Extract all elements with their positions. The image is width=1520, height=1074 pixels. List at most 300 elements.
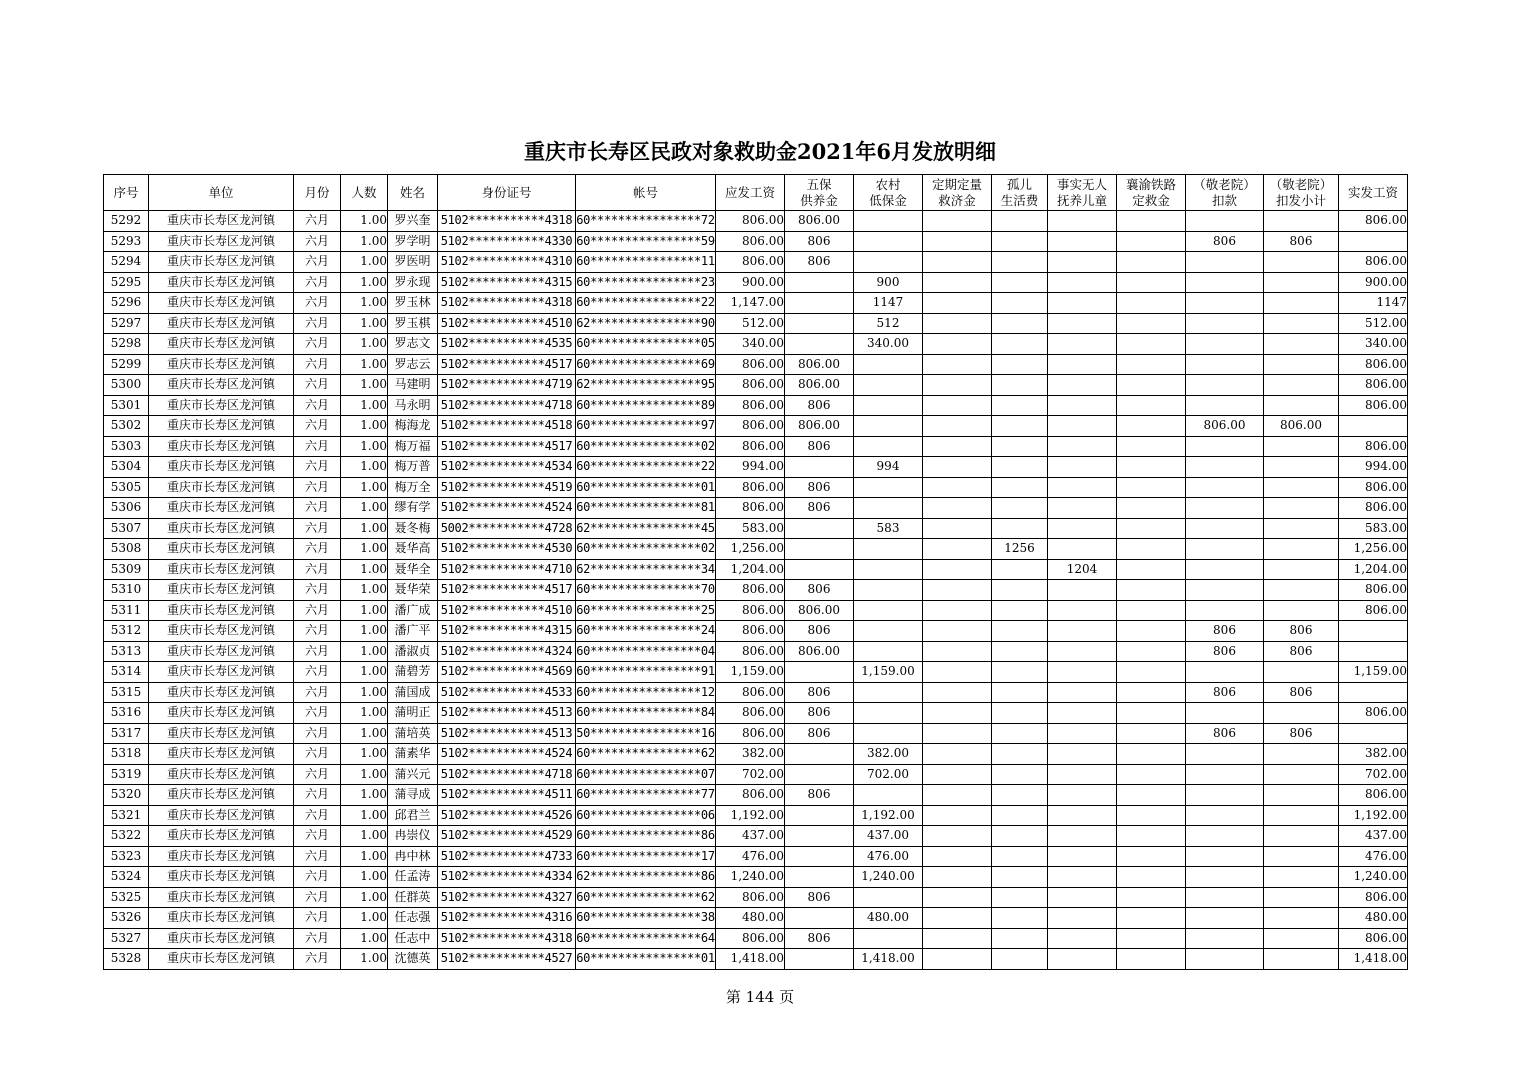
month-cell: 六月 <box>294 867 341 888</box>
orphan-cell <box>992 805 1048 826</box>
count-cell: 1.00 <box>341 477 388 498</box>
fixed-relief-cell <box>923 539 992 560</box>
dibao-cell <box>854 682 923 703</box>
nursing-home-deduction-cell <box>1186 518 1264 539</box>
net-pay-cell: 476.00 <box>1339 846 1408 867</box>
name-cell: 罗兴奎 <box>388 211 438 232</box>
railway-relief-cell <box>1117 354 1186 375</box>
fixed-relief-cell <box>923 908 992 929</box>
column-header <box>1339 175 1408 211</box>
fixed-relief-cell <box>923 477 992 498</box>
nursing-home-deduction-cell <box>1186 703 1264 724</box>
wubao-cell: 806 <box>785 436 854 457</box>
month-cell: 六月 <box>294 785 341 806</box>
page-number: 第 144 页 <box>725 988 795 1006</box>
railway-relief-cell <box>1117 662 1186 683</box>
orphan-cell <box>992 416 1048 437</box>
name-cell: 冉中林 <box>388 846 438 867</box>
wubao-cell <box>785 559 854 580</box>
unsupported-child-cell <box>1048 682 1117 703</box>
unit-cell: 重庆市长寿区龙河镇 <box>149 867 294 888</box>
railway-relief-cell <box>1117 867 1186 888</box>
account-cell: 60****************24 <box>576 621 716 642</box>
dibao-cell: 1,418.00 <box>854 949 923 970</box>
unit-cell: 重庆市长寿区龙河镇 <box>149 805 294 826</box>
column-header-line1: （敬老院） <box>1269 176 1333 192</box>
wubao-cell: 806 <box>785 477 854 498</box>
nursing-home-subtotal-cell <box>1264 436 1339 457</box>
month-cell: 六月 <box>294 662 341 683</box>
net-pay-cell: 1,192.00 <box>1339 805 1408 826</box>
id-number-cell: 5102***********4517 <box>438 580 576 601</box>
name-cell: 任群英 <box>388 887 438 908</box>
name-cell: 蒲培英 <box>388 723 438 744</box>
wubao-cell: 806.00 <box>785 211 854 232</box>
wubao-cell <box>785 744 854 765</box>
orphan-cell <box>992 313 1048 334</box>
dibao-cell: 1,192.00 <box>854 805 923 826</box>
column-header-line1: 农村 <box>875 176 901 192</box>
column-header-line1: 姓名 <box>399 184 425 200</box>
fixed-relief-cell <box>923 498 992 519</box>
dibao-cell: 480.00 <box>854 908 923 929</box>
id-number-cell: 5102***********4315 <box>438 621 576 642</box>
serial-cell: 5317 <box>104 723 149 744</box>
fixed-relief-cell <box>923 785 992 806</box>
id-number-cell: 5102***********4526 <box>438 805 576 826</box>
orphan-cell <box>992 785 1048 806</box>
payable-cell: 806.00 <box>716 641 785 662</box>
unit-cell: 重庆市长寿区龙河镇 <box>149 580 294 601</box>
dibao-cell <box>854 723 923 744</box>
account-cell: 60****************62 <box>576 887 716 908</box>
unsupported-child-cell <box>1048 416 1117 437</box>
nursing-home-subtotal-cell <box>1264 662 1339 683</box>
net-pay-cell: 806.00 <box>1339 600 1408 621</box>
wubao-cell: 806 <box>785 580 854 601</box>
column-header-line2: 救济金 <box>938 192 976 208</box>
serial-cell: 5310 <box>104 580 149 601</box>
serial-cell: 5321 <box>104 805 149 826</box>
payable-cell: 806.00 <box>716 682 785 703</box>
wubao-cell: 806 <box>785 621 854 642</box>
count-cell: 1.00 <box>341 621 388 642</box>
dibao-cell <box>854 887 923 908</box>
column-header-line2: 定救金 <box>1132 192 1170 208</box>
table-row <box>104 682 1408 703</box>
column-header <box>1264 175 1339 211</box>
month-cell: 六月 <box>294 334 341 355</box>
name-cell: 沈德英 <box>388 949 438 970</box>
unit-cell: 重庆市长寿区龙河镇 <box>149 908 294 929</box>
net-pay-cell: 1,159.00 <box>1339 662 1408 683</box>
net-pay-cell: 702.00 <box>1339 764 1408 785</box>
column-header-line1: 帐号 <box>632 184 658 200</box>
unsupported-child-cell <box>1048 641 1117 662</box>
nursing-home-deduction-cell <box>1186 313 1264 334</box>
table-row <box>104 518 1408 539</box>
net-pay-cell: 806.00 <box>1339 703 1408 724</box>
count-cell: 1.00 <box>341 805 388 826</box>
table-row <box>104 928 1408 949</box>
nursing-home-subtotal-cell <box>1264 744 1339 765</box>
nursing-home-deduction-cell <box>1186 744 1264 765</box>
payable-cell: 806.00 <box>716 580 785 601</box>
unsupported-child-cell <box>1048 785 1117 806</box>
id-number-cell: 5102***********4710 <box>438 559 576 580</box>
month-cell: 六月 <box>294 826 341 847</box>
month-cell: 六月 <box>294 375 341 396</box>
month-cell: 六月 <box>294 313 341 334</box>
name-cell: 潘广成 <box>388 600 438 621</box>
fixed-relief-cell <box>923 662 992 683</box>
name-cell: 蒲明正 <box>388 703 438 724</box>
net-pay-cell: 340.00 <box>1339 334 1408 355</box>
unit-cell: 重庆市长寿区龙河镇 <box>149 539 294 560</box>
account-cell: 60****************97 <box>576 416 716 437</box>
account-cell: 62****************34 <box>576 559 716 580</box>
dibao-cell: 382.00 <box>854 744 923 765</box>
payable-cell: 806.00 <box>716 416 785 437</box>
net-pay-cell: 806.00 <box>1339 354 1408 375</box>
unsupported-child-cell <box>1048 723 1117 744</box>
fixed-relief-cell <box>923 805 992 826</box>
orphan-cell <box>992 477 1048 498</box>
unsupported-child-cell <box>1048 580 1117 601</box>
column-header <box>438 175 576 211</box>
unsupported-child-cell <box>1048 600 1117 621</box>
serial-cell: 5296 <box>104 293 149 314</box>
nursing-home-subtotal-cell <box>1264 600 1339 621</box>
dibao-cell <box>854 477 923 498</box>
railway-relief-cell <box>1117 498 1186 519</box>
nursing-home-subtotal-cell <box>1264 949 1339 970</box>
id-number-cell: 5102***********4324 <box>438 641 576 662</box>
unsupported-child-cell <box>1048 826 1117 847</box>
railway-relief-cell <box>1117 805 1186 826</box>
fixed-relief-cell <box>923 826 992 847</box>
dibao-cell <box>854 703 923 724</box>
fixed-relief-cell <box>923 723 992 744</box>
table-row <box>104 293 1408 314</box>
count-cell: 1.00 <box>341 723 388 744</box>
name-cell: 蒲国成 <box>388 682 438 703</box>
unit-cell: 重庆市长寿区龙河镇 <box>149 682 294 703</box>
name-cell: 马永明 <box>388 395 438 416</box>
id-number-cell: 5102***********4334 <box>438 867 576 888</box>
account-cell: 60****************91 <box>576 662 716 683</box>
table-row <box>104 539 1408 560</box>
count-cell: 1.00 <box>341 928 388 949</box>
unit-cell: 重庆市长寿区龙河镇 <box>149 641 294 662</box>
fixed-relief-cell <box>923 682 992 703</box>
table-row <box>104 395 1408 416</box>
month-cell: 六月 <box>294 846 341 867</box>
payable-cell: 994.00 <box>716 457 785 478</box>
unsupported-child-cell <box>1048 518 1117 539</box>
nursing-home-deduction-cell <box>1186 457 1264 478</box>
id-number-cell: 5102***********4733 <box>438 846 576 867</box>
name-cell: 罗学明 <box>388 231 438 252</box>
month-cell: 六月 <box>294 764 341 785</box>
nursing-home-deduction-cell <box>1186 252 1264 273</box>
wubao-cell <box>785 334 854 355</box>
id-number-cell: 5102***********4530 <box>438 539 576 560</box>
payable-cell: 806.00 <box>716 375 785 396</box>
wubao-cell: 806 <box>785 395 854 416</box>
payable-cell: 1,240.00 <box>716 867 785 888</box>
railway-relief-cell <box>1117 293 1186 314</box>
net-pay-cell: 583.00 <box>1339 518 1408 539</box>
serial-cell: 5316 <box>104 703 149 724</box>
column-header-line1: 事实无人 <box>1056 176 1107 192</box>
serial-cell: 5309 <box>104 559 149 580</box>
count-cell: 1.00 <box>341 416 388 437</box>
unsupported-child-cell: 1204 <box>1048 559 1117 580</box>
nursing-home-deduction-cell <box>1186 211 1264 232</box>
table-row <box>104 498 1408 519</box>
orphan-cell <box>992 293 1048 314</box>
table-row <box>104 313 1408 334</box>
nursing-home-subtotal-cell <box>1264 785 1339 806</box>
dibao-cell <box>854 375 923 396</box>
unsupported-child-cell <box>1048 354 1117 375</box>
unit-cell: 重庆市长寿区龙河镇 <box>149 928 294 949</box>
orphan-cell <box>992 559 1048 580</box>
count-cell: 1.00 <box>341 867 388 888</box>
nursing-home-subtotal-cell: 806 <box>1264 231 1339 252</box>
orphan-cell <box>992 641 1048 662</box>
nursing-home-subtotal-cell <box>1264 211 1339 232</box>
nursing-home-deduction-cell <box>1186 580 1264 601</box>
nursing-home-deduction-cell: 806 <box>1186 723 1264 744</box>
nursing-home-deduction-cell <box>1186 908 1264 929</box>
dibao-cell <box>854 416 923 437</box>
nursing-home-deduction-cell <box>1186 354 1264 375</box>
dibao-cell <box>854 354 923 375</box>
account-cell: 60****************04 <box>576 641 716 662</box>
unit-cell: 重庆市长寿区龙河镇 <box>149 785 294 806</box>
wubao-cell: 806.00 <box>785 600 854 621</box>
nursing-home-subtotal-cell <box>1264 928 1339 949</box>
orphan-cell <box>992 395 1048 416</box>
wubao-cell: 806 <box>785 682 854 703</box>
table-row <box>104 703 1408 724</box>
nursing-home-deduction-cell: 806 <box>1186 231 1264 252</box>
dibao-cell <box>854 641 923 662</box>
payable-cell: 437.00 <box>716 826 785 847</box>
unit-cell: 重庆市长寿区龙河镇 <box>149 416 294 437</box>
column-header <box>294 175 341 211</box>
month-cell: 六月 <box>294 518 341 539</box>
name-cell: 罗医明 <box>388 252 438 273</box>
id-number-cell: 5102***********4533 <box>438 682 576 703</box>
table-row <box>104 887 1408 908</box>
id-number-cell: 5102***********4513 <box>438 723 576 744</box>
railway-relief-cell <box>1117 272 1186 293</box>
id-number-cell: 5102***********4316 <box>438 908 576 929</box>
count-cell: 1.00 <box>341 887 388 908</box>
name-cell: 缪有学 <box>388 498 438 519</box>
orphan-cell: 1256 <box>992 539 1048 560</box>
serial-cell: 5304 <box>104 457 149 478</box>
serial-cell: 5323 <box>104 846 149 867</box>
column-header <box>1186 175 1264 211</box>
name-cell: 马建明 <box>388 375 438 396</box>
serial-cell: 5298 <box>104 334 149 355</box>
account-cell: 60****************69 <box>576 354 716 375</box>
wubao-cell <box>785 764 854 785</box>
count-cell: 1.00 <box>341 682 388 703</box>
table-row <box>104 908 1408 929</box>
nursing-home-subtotal-cell: 806.00 <box>1264 416 1339 437</box>
name-cell: 聂华荣 <box>388 580 438 601</box>
id-number-cell: 5102***********4318 <box>438 928 576 949</box>
name-cell: 梅万福 <box>388 436 438 457</box>
net-pay-cell: 806.00 <box>1339 477 1408 498</box>
dibao-cell <box>854 231 923 252</box>
count-cell: 1.00 <box>341 703 388 724</box>
name-cell: 罗志云 <box>388 354 438 375</box>
nursing-home-subtotal-cell <box>1264 395 1339 416</box>
nursing-home-subtotal-cell <box>1264 764 1339 785</box>
unsupported-child-cell <box>1048 846 1117 867</box>
month-cell: 六月 <box>294 723 341 744</box>
table-row <box>104 662 1408 683</box>
month-cell: 六月 <box>294 477 341 498</box>
nursing-home-deduction-cell <box>1186 846 1264 867</box>
nursing-home-deduction-cell <box>1186 928 1264 949</box>
count-cell: 1.00 <box>341 272 388 293</box>
column-header <box>923 175 992 211</box>
nursing-home-deduction-cell <box>1186 539 1264 560</box>
count-cell: 1.00 <box>341 826 388 847</box>
payable-cell: 1,159.00 <box>716 662 785 683</box>
dibao-cell: 1,240.00 <box>854 867 923 888</box>
table-row <box>104 641 1408 662</box>
orphan-cell <box>992 457 1048 478</box>
net-pay-cell: 806.00 <box>1339 785 1408 806</box>
fixed-relief-cell <box>923 231 992 252</box>
net-pay-cell: 1,240.00 <box>1339 867 1408 888</box>
payable-cell: 806.00 <box>716 723 785 744</box>
orphan-cell <box>992 928 1048 949</box>
fixed-relief-cell <box>923 621 992 642</box>
net-pay-cell: 1,418.00 <box>1339 949 1408 970</box>
account-cell: 60****************62 <box>576 744 716 765</box>
orphan-cell <box>992 518 1048 539</box>
name-cell: 罗永现 <box>388 272 438 293</box>
wubao-cell <box>785 272 854 293</box>
railway-relief-cell <box>1117 252 1186 273</box>
id-number-cell: 5102***********4327 <box>438 887 576 908</box>
nursing-home-subtotal-cell <box>1264 580 1339 601</box>
unit-cell: 重庆市长寿区龙河镇 <box>149 662 294 683</box>
nursing-home-subtotal-cell <box>1264 334 1339 355</box>
table-body <box>104 211 1408 970</box>
month-cell: 六月 <box>294 436 341 457</box>
serial-cell: 5299 <box>104 354 149 375</box>
serial-cell: 5306 <box>104 498 149 519</box>
unit-cell: 重庆市长寿区龙河镇 <box>149 231 294 252</box>
count-cell: 1.00 <box>341 949 388 970</box>
nursing-home-deduction-cell <box>1186 949 1264 970</box>
id-number-cell: 5102***********4510 <box>438 600 576 621</box>
account-cell: 60****************02 <box>576 436 716 457</box>
unsupported-child-cell <box>1048 908 1117 929</box>
name-cell: 任孟涛 <box>388 867 438 888</box>
unit-cell: 重庆市长寿区龙河镇 <box>149 211 294 232</box>
wubao-cell <box>785 293 854 314</box>
table-row <box>104 600 1408 621</box>
nursing-home-subtotal-cell <box>1264 703 1339 724</box>
unsupported-child-cell <box>1048 272 1117 293</box>
fixed-relief-cell <box>923 436 992 457</box>
unsupported-child-cell <box>1048 498 1117 519</box>
serial-cell: 5302 <box>104 416 149 437</box>
count-cell: 1.00 <box>341 559 388 580</box>
account-cell: 60****************84 <box>576 703 716 724</box>
wubao-cell: 806.00 <box>785 354 854 375</box>
net-pay-cell: 512.00 <box>1339 313 1408 334</box>
wubao-cell <box>785 949 854 970</box>
net-pay-cell <box>1339 641 1408 662</box>
month-cell: 六月 <box>294 641 341 662</box>
unit-cell: 重庆市长寿区龙河镇 <box>149 354 294 375</box>
nursing-home-deduction-cell <box>1186 498 1264 519</box>
account-cell: 60****************70 <box>576 580 716 601</box>
nursing-home-subtotal-cell <box>1264 908 1339 929</box>
orphan-cell <box>992 867 1048 888</box>
payable-cell: 806.00 <box>716 703 785 724</box>
railway-relief-cell <box>1117 846 1186 867</box>
table-row <box>104 826 1408 847</box>
month-cell: 六月 <box>294 498 341 519</box>
column-header <box>576 175 716 211</box>
column-header <box>388 175 438 211</box>
wubao-cell: 806 <box>785 785 854 806</box>
wubao-cell: 806 <box>785 723 854 744</box>
fixed-relief-cell <box>923 416 992 437</box>
account-cell: 60****************05 <box>576 334 716 355</box>
table-row <box>104 621 1408 642</box>
dibao-cell <box>854 436 923 457</box>
nursing-home-deduction-cell: 806.00 <box>1186 416 1264 437</box>
railway-relief-cell <box>1117 744 1186 765</box>
nursing-home-deduction-cell <box>1186 559 1264 580</box>
column-header <box>104 175 149 211</box>
serial-cell: 5320 <box>104 785 149 806</box>
id-number-cell: 5102***********4524 <box>438 498 576 519</box>
unit-cell: 重庆市长寿区龙河镇 <box>149 703 294 724</box>
net-pay-cell <box>1339 231 1408 252</box>
count-cell: 1.00 <box>341 293 388 314</box>
unsupported-child-cell <box>1048 293 1117 314</box>
name-cell: 聂冬梅 <box>388 518 438 539</box>
column-header-line1: 实发工资 <box>1347 184 1398 200</box>
table-row <box>104 723 1408 744</box>
column-header-line1: 单位 <box>208 184 234 200</box>
nursing-home-deduction-cell <box>1186 293 1264 314</box>
id-number-cell: 5102***********4518 <box>438 416 576 437</box>
nursing-home-subtotal-cell <box>1264 457 1339 478</box>
id-number-cell: 5102***********4718 <box>438 395 576 416</box>
name-cell: 罗玉棋 <box>388 313 438 334</box>
wubao-cell <box>785 662 854 683</box>
wubao-cell <box>785 518 854 539</box>
month-cell: 六月 <box>294 416 341 437</box>
net-pay-cell: 1,204.00 <box>1339 559 1408 580</box>
